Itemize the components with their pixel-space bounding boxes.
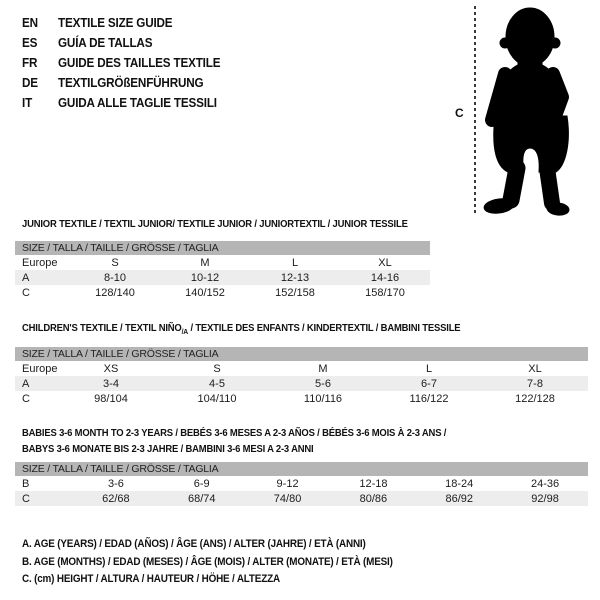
size-cell: XL: [528, 362, 542, 375]
size-cell: 80/86: [330, 491, 416, 506]
baby-silhouette-icon: [483, 4, 600, 216]
row-label: B: [22, 477, 30, 490]
babies-title-line2: BABYS 3-6 MONATE BIS 2-3 JAHRE / BAMBINI 3-6 MESI A 2-3 ANNI: [22, 443, 314, 455]
size-cell: 104/110: [197, 392, 237, 405]
size-cell: 74/80: [245, 491, 331, 506]
size-header-row: [15, 462, 588, 476]
lang-label: TEXTILE SIZE GUIDE: [58, 15, 173, 30]
size-cell: 86/92: [416, 491, 502, 506]
size-cell: 98/104: [94, 392, 128, 405]
junior-table-title: JUNIOR TEXTILE / TEXTIL JUNIOR/ TEXTILE JUNIOR / JUNIORTEXTIL / JUNIOR TESSILE: [22, 218, 408, 230]
legend: [22, 536, 393, 589]
lang-code: EN: [22, 15, 38, 30]
size-header-label: SIZE / TALLA / TAILLE / GRÖSSE / TAGLIA: [15, 462, 588, 476]
size-cell: 14-16: [340, 270, 430, 285]
size-cell: S: [213, 362, 221, 375]
size-cell: L: [291, 256, 299, 269]
row-label: Europe: [22, 362, 58, 375]
junior-size-table: [15, 241, 430, 300]
table-row-a: [15, 270, 430, 285]
size-header-label: SIZE / TALLA / TAILLE / GRÖSSE / TAGLIA: [15, 347, 588, 361]
children-title-post: / TEXTILE DES ENFANTS / KINDERTEXTIL / BAMBINI TESSILE: [188, 322, 461, 334]
lang-row-es: [22, 33, 220, 53]
size-cell: L: [425, 362, 433, 375]
lang-row-it: [22, 93, 220, 113]
row-label: C: [22, 286, 30, 299]
table-row-c: [15, 491, 588, 506]
size-cell: 92/98: [502, 491, 588, 506]
size-cell: 116/122: [409, 392, 449, 405]
size-cell: 10-12: [160, 270, 250, 285]
row-label: A: [15, 270, 70, 285]
lang-row-fr: [22, 53, 220, 73]
size-cell: XS: [103, 362, 119, 375]
size-cell: 8-10: [70, 270, 160, 285]
lang-code: ES: [22, 35, 38, 50]
table-row-c: [15, 391, 588, 406]
table-row-c: [15, 285, 430, 300]
children-table-title: [22, 320, 460, 340]
legend-line-a: A. AGE (YEARS) / EDAD (AÑOS) / ÂGE (ANS) / ALTER (JAHRE) / ETÀ (ANNI): [22, 538, 366, 550]
lang-code: IT: [22, 95, 33, 110]
lang-label: GUÍA DE TALLAS: [58, 35, 153, 50]
size-cell: 122/128: [515, 392, 555, 405]
size-cell: 6-7: [376, 376, 482, 391]
size-cell: 18-24: [445, 477, 474, 490]
size-cell: 68/74: [159, 491, 245, 506]
table-row-b: [15, 476, 588, 491]
size-cell: 140/152: [185, 286, 225, 299]
lang-code: DE: [22, 75, 38, 90]
table-row-a: [15, 376, 588, 391]
size-cell: 152/158: [275, 286, 315, 299]
lang-row-de: [22, 73, 220, 93]
table-row-europe: [15, 361, 588, 376]
height-measure-line: [474, 6, 476, 214]
lang-label: GUIDA ALLE TAGLIE TESSILI: [58, 95, 217, 110]
size-cell: 158/170: [365, 286, 405, 299]
children-size-table: [15, 347, 588, 406]
babies-table-title: [22, 425, 446, 457]
height-measure-label: C: [455, 106, 464, 120]
babies-title-line1: BABIES 3-6 MONTH TO 2-3 YEARS / BEBÉS 3-6 MESES A 2-3 AÑOS / BÉBÉS 3-6 MOIS À 2-3 ANS /: [22, 427, 447, 439]
language-header: [22, 13, 242, 113]
row-label: Europe: [22, 256, 58, 269]
children-title-pre: CHILDREN'S TEXTILE / TEXTIL NIÑO: [22, 322, 182, 334]
size-cell: 12-18: [359, 477, 388, 490]
size-cell: 3-6: [107, 477, 124, 490]
lang-label: TEXTILGRÖßENFÜHRUNG: [58, 75, 204, 90]
size-cell: S: [111, 256, 119, 269]
children-title-sub: /A: [181, 327, 189, 337]
legend-line-b: B. AGE (MONTHS) / EDAD (MESES) / ÂGE (MOIS) / ALTER (MONATE) / ETÀ (MESI): [22, 555, 393, 568]
size-header-row: [15, 241, 430, 255]
size-cell: 110/116: [303, 392, 343, 405]
lang-row-en: [22, 13, 220, 33]
table-row-europe: [15, 255, 430, 270]
lang-code: FR: [22, 55, 38, 70]
row-label: C: [22, 392, 30, 405]
size-cell: 62/68: [73, 491, 159, 506]
size-cell: XL: [378, 256, 392, 269]
size-cell: M: [318, 362, 328, 375]
row-label: A: [15, 376, 58, 391]
babies-size-table: [15, 462, 588, 506]
size-cell: 3-4: [58, 376, 164, 391]
size-cell: 6-9: [193, 477, 210, 490]
size-cell: 5-6: [270, 376, 376, 391]
size-cell: 128/140: [95, 286, 135, 299]
size-cell: M: [200, 256, 210, 269]
legend-line-c: C. (cm) HEIGHT / ALTURA / HAUTEUR / HÖHE / ALTEZZA: [22, 573, 280, 585]
size-header-label: SIZE / TALLA / TAILLE / GRÖSSE / TAGLIA: [15, 241, 430, 255]
size-header-row: [15, 347, 588, 361]
size-cell: 9-12: [276, 477, 299, 490]
size-cell: 24-36: [531, 477, 560, 490]
size-cell: 12-13: [250, 270, 340, 285]
lang-label: GUIDE DES TAILLES TEXTILE: [58, 55, 221, 70]
row-label: C: [15, 491, 73, 506]
size-cell: 4-5: [164, 376, 270, 391]
size-cell: 7-8: [482, 376, 588, 391]
